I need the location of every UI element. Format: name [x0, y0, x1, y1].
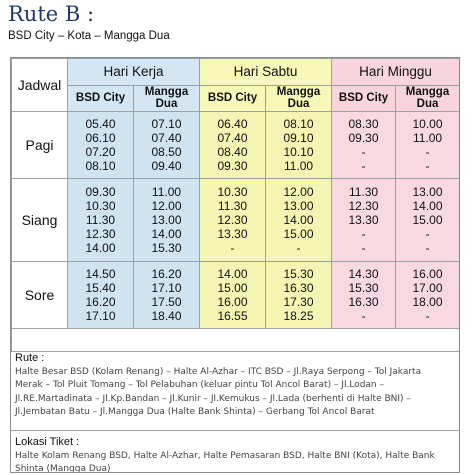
time-cell [68, 179, 134, 262]
time-value: 08.10 [85, 159, 116, 173]
time-value: 18.00 [412, 295, 443, 309]
time-value: 06.40 [217, 117, 248, 131]
time-value: 07.40 [217, 131, 248, 145]
route-subtitle: BSD City – Kota – Mangga Dua [8, 30, 170, 42]
group-header-hari-sabtu: Hari Sabtu [200, 59, 332, 86]
time-value: 18.25 [283, 309, 314, 323]
time-value: 15.30 [151, 241, 182, 255]
time-cell [332, 179, 396, 262]
col-header-minggu-mangga-dua: Mangga Dua [396, 85, 460, 112]
time-value: 12.00 [283, 185, 314, 199]
time-value: - [361, 309, 366, 323]
time-value: 11.30 [217, 199, 248, 213]
ticket-location-text: Halte Kolam Renang BSD, Halte Al-Azhar, Halte Pemasaran BSD, Halte BNI (Kota), Halte Bank Shinta (Mangga Dua) [15, 450, 435, 473]
time-value: 15.40 [85, 281, 116, 295]
time-cell [68, 262, 134, 329]
time-value: 14.00 [151, 227, 182, 241]
time-value: 12.00 [151, 199, 182, 213]
time-cell [396, 112, 460, 179]
time-value: - [425, 227, 430, 241]
ticket-location-section [15, 436, 460, 473]
time-value: 15.00 [283, 227, 314, 241]
page-title: Rute B : [8, 2, 95, 26]
time-value: 17.30 [283, 295, 314, 309]
period-label-pagi: Pagi [12, 112, 68, 179]
time-value: 17.50 [151, 295, 182, 309]
route-section [15, 352, 451, 420]
time-value: - [425, 241, 430, 255]
period-label-siang: Siang [12, 179, 68, 262]
jadwal-header: Jadwal [12, 59, 68, 112]
time-value: 08.40 [217, 145, 248, 159]
time-value: 18.40 [151, 309, 182, 323]
time-value: 11.00 [412, 131, 443, 145]
time-value: 17.10 [151, 281, 182, 295]
time-value: 12.30 [348, 199, 379, 213]
time-value: - [361, 159, 366, 173]
time-cell [396, 262, 460, 329]
time-value: 11.30 [85, 213, 116, 227]
time-value: 14.00 [283, 213, 314, 227]
time-value: - [230, 241, 235, 255]
time-value: 13.00 [283, 199, 314, 213]
time-value: 09.10 [283, 131, 314, 145]
time-value: 06.10 [85, 131, 116, 145]
col-header-kerja-mangga-dua: Mangga Dua [134, 85, 200, 112]
time-value: 12.30 [217, 213, 248, 227]
time-value: 17.00 [412, 281, 443, 295]
col-header-kerja-bsd: BSD City [68, 85, 134, 112]
time-cell [200, 112, 266, 179]
time-value: 17.10 [85, 309, 116, 323]
time-value: 09.30 [217, 159, 248, 173]
time-value: 14.30 [348, 267, 379, 281]
time-value: 07.40 [151, 131, 182, 145]
time-value: 16.30 [348, 295, 379, 309]
time-value: - [425, 159, 430, 173]
col-header-sabtu-mangga-dua: Mangga Dua [266, 85, 332, 112]
route-text: Halte Besar BSD (Kolam Renang) – Halte Al-Azhar – ITC BSD – Jl.Raya Serpong – Tol Jakarta Merak – Tol Pluit Tomang – Tol Pelabuhan (keluar pintu Tol Ancol Barat) – Jl.Lodan – Jl.RE.Martadinata – Jl.Kp.Bandan – Jl.Kunir – Jl.Kemukus – Jl.Lada (berhenti di Halte BNI) – Jl.Jembatan Batu – Jl.Mangga Dua (Halte Bank Shinta) – Gerbang Tol Ancol Barat [15, 366, 422, 417]
time-value: 08.30 [348, 117, 379, 131]
time-value: 10.30 [85, 199, 116, 213]
time-value: - [425, 145, 430, 159]
time-value: 14.50 [85, 267, 116, 281]
time-cell [266, 262, 332, 329]
period-label-sore: Sore [12, 262, 68, 329]
time-value: 08.10 [283, 117, 314, 131]
time-value: 11.00 [151, 185, 182, 199]
time-value: 15.30 [348, 281, 379, 295]
group-header-hari-kerja: Hari Kerja [68, 59, 200, 86]
time-value: - [296, 241, 301, 255]
time-value: 13.00 [151, 213, 182, 227]
time-value: - [361, 227, 366, 241]
time-value: - [361, 145, 366, 159]
time-value: 11.30 [348, 185, 379, 199]
time-value: 07.20 [85, 145, 116, 159]
time-value: - [361, 241, 366, 255]
time-cell [332, 262, 396, 329]
time-value: 16.00 [412, 267, 443, 281]
time-cell [332, 112, 396, 179]
time-value: 11.00 [283, 159, 314, 173]
time-value: 14.00 [217, 267, 248, 281]
time-cell [200, 179, 266, 262]
group-header-hari-minggu: Hari Minggu [332, 59, 460, 86]
time-value: 15.00 [217, 281, 248, 295]
time-cell [134, 112, 200, 179]
time-value: 14.00 [412, 199, 443, 213]
time-value: 16.30 [283, 281, 314, 295]
time-cell [134, 179, 200, 262]
time-cell [266, 179, 332, 262]
table-row [12, 179, 460, 262]
time-value: 05.40 [85, 117, 116, 131]
col-header-minggu-bsd: BSD City [332, 85, 396, 112]
time-value: 16.20 [151, 267, 182, 281]
time-value: 07.10 [151, 117, 182, 131]
time-value: 13.00 [412, 185, 443, 199]
time-value: 08.50 [151, 145, 182, 159]
time-value: 16.00 [217, 295, 248, 309]
table-spacer-row [12, 329, 460, 352]
time-value: 10.10 [283, 145, 314, 159]
section-divider [11, 430, 459, 431]
time-value: 16.20 [85, 295, 116, 309]
time-value: 16.55 [217, 309, 248, 323]
time-value: 10.00 [412, 117, 443, 131]
col-header-sabtu-bsd: BSD City [200, 85, 266, 112]
time-value: 10.30 [217, 185, 248, 199]
time-cell [266, 112, 332, 179]
schedule-panel [10, 57, 460, 473]
time-value: 09.30 [348, 131, 379, 145]
time-value: 15.00 [412, 213, 443, 227]
time-cell [68, 112, 134, 179]
time-cell [396, 179, 460, 262]
time-value: 13.30 [348, 213, 379, 227]
time-value: 13.30 [217, 227, 248, 241]
time-value: 15.30 [283, 267, 314, 281]
table-row [12, 112, 460, 179]
table-row [12, 262, 460, 329]
spacer-cell [12, 329, 460, 352]
time-cell [200, 262, 266, 329]
time-value: 12.30 [85, 227, 116, 241]
time-value: 14.00 [85, 241, 116, 255]
schedule-table [11, 58, 460, 352]
time-value: - [425, 309, 430, 323]
route-label: Rute : [15, 352, 45, 364]
time-cell [134, 262, 200, 329]
time-value: 09.30 [85, 185, 116, 199]
time-value: 09.40 [151, 159, 182, 173]
ticket-location-label: Lokasi Tiket : [15, 436, 80, 448]
